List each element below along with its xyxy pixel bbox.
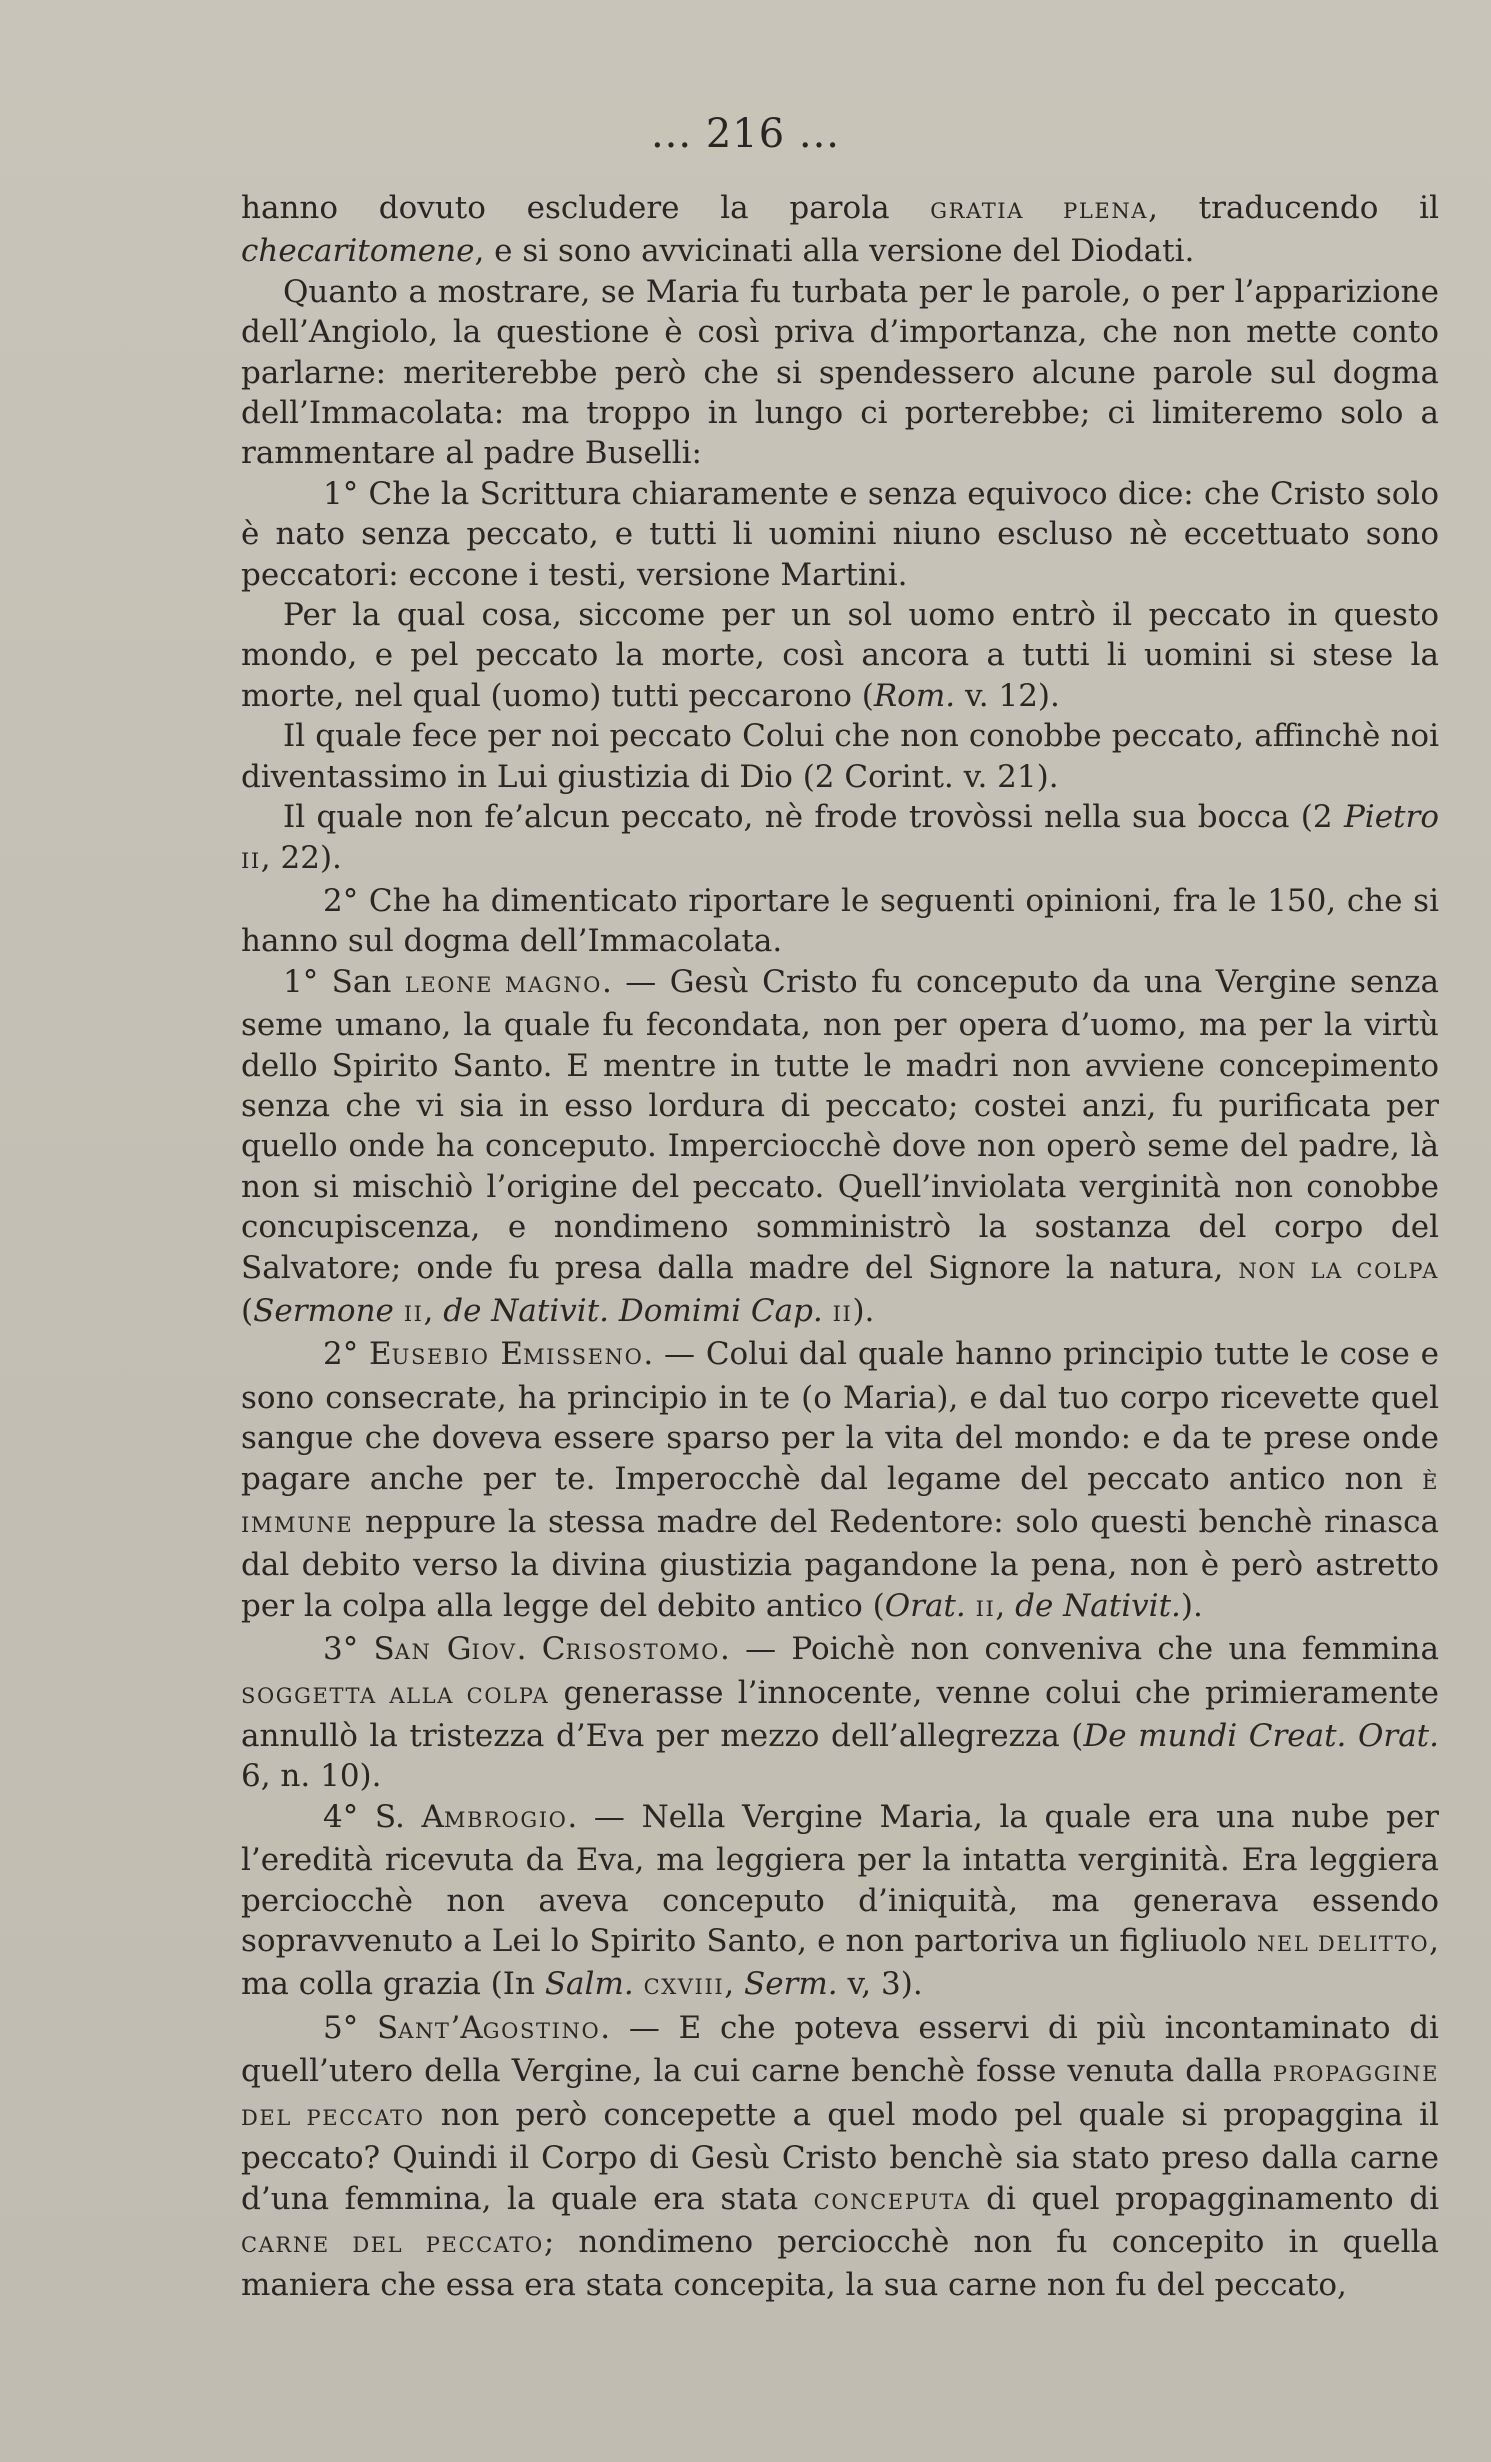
small-caps-text: GRATIA PLENA [930, 199, 1149, 223]
small-caps-text: LEONE MAGNO [404, 972, 602, 997]
small-caps-text: MBROGIO [443, 1807, 568, 1832]
text-run: 3° S [323, 1631, 395, 1668]
text-run: hanno dovuto escludere la parola [241, 190, 931, 226]
text-run: v, 3). [837, 1966, 923, 2003]
text-run: ; nondimeno perciocchè non fu concepito in quella maniera che essa era stata concepita, la sua carne non fu del peccato, [241, 2223, 1439, 2304]
text-run: , 22). [260, 839, 342, 876]
small-caps-text: ANT [398, 2018, 451, 2043]
text-run: 1° Che la Scrittura chiaramente e senza equivoco dice: che Cristo solo è nato senza peccato, e tutti li uomini niuno escluso nè eccettuato sono peccatori: eccone i testi, versione Martini. [241, 475, 1439, 593]
italic-text: de Nativit. Domimi Cap. [443, 1292, 823, 1329]
italic-text: Salm. [544, 1966, 634, 2003]
text-run: , [995, 1587, 1016, 1624]
text-run: 4° S. A [323, 1798, 444, 1835]
small-caps-text: NEL DELITTO [1256, 1932, 1430, 1957]
italic-text: Sermone [253, 1292, 394, 1329]
text-run: ). [852, 1292, 875, 1329]
text-run: . — E che poteva esservi di più incontaminato di quell’utero della Vergine, la cui carne benchè fosse venuta dalla [241, 2009, 1439, 2090]
text-run [634, 1966, 644, 2002]
italic-text: Rom. [873, 677, 956, 714]
text-run: , [423, 1292, 444, 1329]
small-caps-text: II [832, 1301, 853, 1326]
paragraph [241, 2008, 1439, 2306]
small-caps-text: È IMMUNE [241, 1469, 1439, 1537]
text-run: 5° S [323, 2009, 399, 2046]
text-run: G [431, 1631, 472, 1668]
italic-text: de Nativit. [1015, 1587, 1181, 1624]
small-caps-text: PROPAGGINE DEL PECCATO [241, 2062, 1439, 2130]
text-run: Per la qual cosa, siccome per un sol uomo entrò il peccato in questo mondo, e pel peccato la morte, così ancora a tutti li uomini si stese la morte, nel qual (uomo) tutti peccarono ( [241, 597, 1439, 714]
text-run: Quanto a mostrare, se Maria fu turbata per le parole, o per l’apparizione dell’Angiolo, la questione è così priva d’importanza, che non mette conto parlarne: meriterebbe però che si spendessero alcune parole sul dogma dell’Immacolata: ma troppo in lungo ci porterebbe; ci limiteremo solo a rammentare al padre Buselli: [241, 273, 1439, 472]
italic-text: De mundi Creat. Orat. [1083, 1718, 1439, 1755]
body-text [241, 188, 1439, 2306]
text-run: 1° San [283, 963, 405, 1000]
paragraph [241, 1797, 1439, 2008]
small-caps-text: GOSTINO [482, 2018, 601, 2043]
paragraph [241, 1629, 1439, 1797]
small-caps-text: SOGGETTA ALLA COLPA [241, 1683, 550, 1708]
text-run: ’A [450, 2009, 483, 2046]
paragraph [241, 188, 1439, 272]
text-run: 2° Che ha dimenticato riportare le seguenti opinioni, fra le 150, che si hanno sul dogma dell’Immacolata. [241, 882, 1439, 960]
text-run: . — Gesù Cristo fu conceputo da una Vergine senza seme umano, la quale fu fecondata, non per opera d’uomo, ma per la virtù dello Spirito Santo. E mentre in tutte le madri non avviene concepimento senza che vi sia in esso lordura di peccato; costei anzi, fu purificata per quello onde ha conceputo. Imperciocchè dove non operò seme del padre, là non si mischiò l’origine del peccato. Quell’inviolata verginità non conobbe concupiscenza, e nondimeno somministrò la sostanza del corpo del Salvatore; onde fu presa dalla madre del Signore la natura, [241, 963, 1439, 1286]
text-run: 2° E [323, 1336, 392, 1373]
text-run: . — Poichè non conveniva che una femmina [719, 1631, 1439, 1668]
text-run: , traducendo il [1148, 190, 1439, 226]
text-run: , e si sono avvicinati alla versione del Diodati. [474, 233, 1195, 270]
text-run: generasse l’innocente, venne colui che primieramente annullò la tristezza d’Eva per mezzo dell’allegrezza ( [241, 1674, 1439, 1755]
small-caps-text: NON LA COLPA [1238, 1258, 1439, 1283]
text-run: neppure la stessa madre del Redentore: solo questi benchè rinasca dal debito verso la divina giustizia pagandone la pena, non è però astretto per la colpa alla legge del debito antico ( [241, 1504, 1439, 1624]
small-caps-text: IOV [471, 1640, 517, 1665]
small-caps-text: AN [394, 1640, 432, 1665]
text-run: . — Colui dal quale hanno principio tutte le cose e sono consecrate, ha principio in te (o Maria), e dal tuo corpo ricevette quel sangue che doveva essere sparso per la vita del mondo: e da te prese onde pagare anche per te. Imperocchè dal legame del peccato antico non [241, 1336, 1440, 1497]
italic-text: Orat. [884, 1587, 966, 1624]
text-run: , [724, 1966, 744, 2003]
paragraph [241, 595, 1439, 716]
italic-text: checaritomene [241, 233, 475, 270]
text-run: v. 12). [955, 677, 1060, 714]
text-run: , ma colla grazia (In [241, 1923, 1439, 2003]
paragraph [241, 272, 1439, 474]
small-caps-text: CXVIII [643, 1975, 725, 2000]
text-run [823, 1293, 833, 1329]
small-caps-text: RISOSTOMO [565, 1640, 720, 1665]
italic-text: Serm. [743, 1966, 838, 2003]
small-caps-text: CONCEPUTA [813, 2189, 971, 2214]
text-run: non però concepette a quel modo pel quale si propaggina il peccato? Quindi il Corpo di Gesù Cristo benchè sia stato preso dalla carne d’una femmina, la quale era stata [241, 2096, 1439, 2217]
text-run: . — Nella Vergine Maria, la quale era una nube per l’eredità ricevuta da Eva, ma leggiera per la intatta verginità. Era leggiera perciocchè non aveva conceputo d’iniquità, ma generava essendo sopravvenuto a Lei lo Spirito Santo, e non partoriva un figliuolo [241, 1798, 1439, 1960]
text-run: E [489, 1336, 524, 1373]
text-run: ). [1180, 1587, 1203, 1624]
paragraph [241, 1334, 1439, 1629]
small-caps-text: MISSENO [523, 1345, 644, 1370]
paragraph [241, 716, 1439, 797]
text-run: ( [241, 1292, 254, 1329]
small-caps-text: CARNE DEL PECCATO [241, 2232, 544, 2257]
paragraph [241, 797, 1439, 881]
page-number: ... 216 ... [650, 111, 841, 157]
text-run: . C [516, 1631, 566, 1668]
italic-text: Pietro [1343, 799, 1439, 836]
paragraph [241, 962, 1439, 1335]
text-run: Il quale non fe’alcun peccato, nè frode trovòssi nella sua bocca (2 [283, 799, 1344, 836]
text-run [966, 1588, 976, 1624]
paragraph [241, 881, 1439, 962]
small-caps-text: II [975, 1596, 996, 1621]
small-caps-text: USEBIO [391, 1345, 490, 1370]
text-run: 6, n. 10). [241, 1758, 382, 1795]
text-run: Il quale fece per noi peccato Colui che non conobbe peccato, affinchè noi diventassimo in Lui giustizia di Dio (2 Corint. v. 21). [241, 718, 1439, 795]
text-run [394, 1293, 404, 1329]
small-caps-text: II [403, 1301, 424, 1326]
text-run: di quel propagginamento di [970, 2180, 1439, 2217]
paragraph [241, 474, 1439, 595]
small-caps-text: II [241, 848, 261, 873]
